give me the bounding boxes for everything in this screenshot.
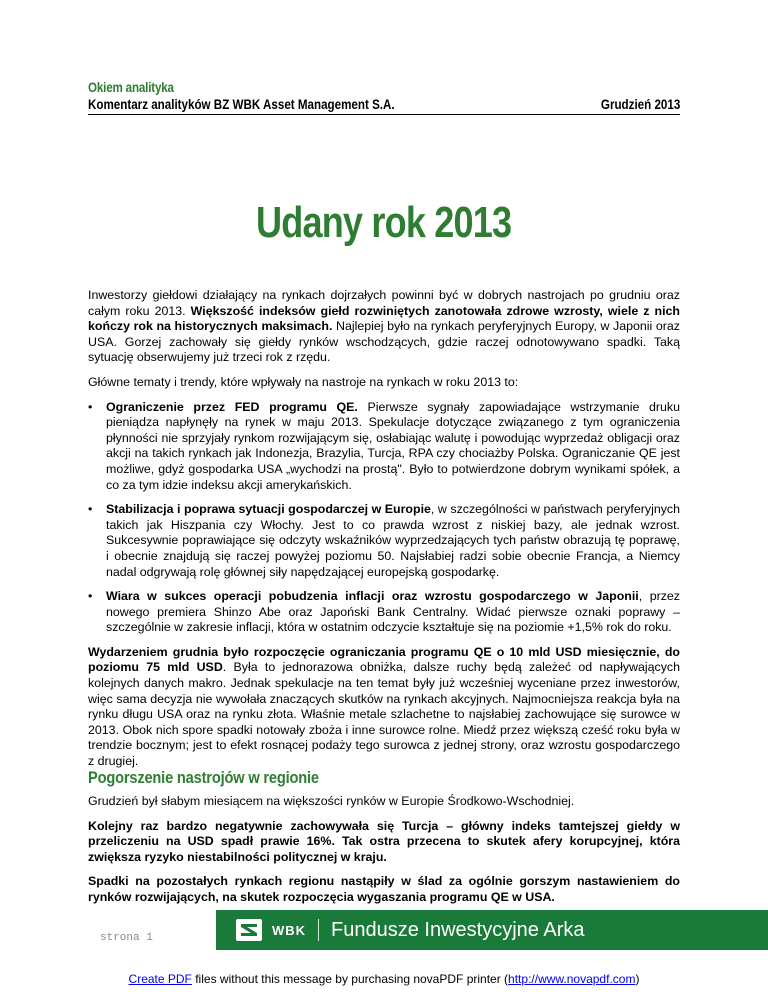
bank-logo-icon <box>236 919 262 941</box>
section-body <box>88 794 680 915</box>
intro-text-1: Inwestorzy giełdowi działający na rynkach dojrzałych powinni być w dobrych nastrojach po grudniu oraz całym roku 2013. <box>88 288 680 318</box>
topic-text: Pierwsze sygnały zapowiadające wstrzymanie druku pieniądza napłynęły na rynek w maju 2013. Spekulacje dotyczące związanego z tym ograniczenia płynności nie sprzyjały rynkom rozwijającym się, osłabiając walutę i powodując wyprzedaż obligacji oraz akcji na takich rynkach jak Indonezja, Brazylia, Turcja, RPA czy chociażby Polska. Ograniczanie QE jest możliwe, gdyż gospodarka USA „wychodzi na prostą". Było to potwierdzone dobrym wynikami spółek, a co za tym idzie indeksu akcji amerykańskich. <box>106 399 680 492</box>
page-number: strona 1 <box>100 932 153 944</box>
topic-text: , przez nowego premiera Shinzo Abe oraz Japoński Bank Centralny. Widać pierwsze oznaki poprawy – szczególnie w zakresie inflacji, która w ostatnim odczycie kształtuje się na poziomie +1,5% rok do roku. <box>106 589 680 635</box>
bank-wordmark: WBK <box>272 922 307 938</box>
section-heading: Pogorszenie nastrojów w regionie <box>88 768 319 787</box>
topics-list <box>88 400 680 636</box>
header-date: Grudzień 2013 <box>600 97 680 112</box>
bullet-icon: • <box>88 502 93 517</box>
list-item <box>88 502 680 580</box>
topics-intro: Główne tematy i trendy, które wpływały na nastroje na rynkach w roku 2013 to: <box>88 374 519 389</box>
header-subtitle: Komentarz analityków BZ WBK Asset Management S.A. <box>88 97 395 112</box>
region-paragraph-1: Grudzień był słabym miesiącem na większości rynków w Europie Środkowo-Wschodniej. <box>88 794 575 808</box>
topic-bold: Stabilizacja i poprawa sytuacji gospodarczej w Europie <box>106 502 431 517</box>
topic-text: , w szczególności w państwach peryferyjnych takich jak Hiszpania czy Włochy. Jest to co prawda wzrost z niskiej bazy, ale jednak wzrost. Sukcesywnie poprawiające się odczyty wskaźników wyprzedzających tych państw obrazują tę poprawę, i obecnie znajdują się raczej powyżej poziomu 50. Najsłabiej radzi sobie obecnie Francja, a Niemcy nadal odgrywają rolę głównej siły napędzającej europejską gospodarkę. <box>106 502 681 579</box>
region-bold-3: Spadki na pozostałych rynkach regionu nastąpiły w ślad za ogólnie gorszym nastawieniem do rynków rozwijających, na skutek rozpoczęcia wygaszania programu QE w USA. <box>88 874 680 904</box>
list-item <box>88 400 680 494</box>
december-paragraph <box>88 645 680 770</box>
pdf-note-text: files without this message by purchasing novaPDF printer ( <box>191 972 509 986</box>
intro-paragraph <box>88 288 680 366</box>
december-bold: Wydarzeniem grudnia było rozpoczęcie ograniczania programu QE o 10 mld USD miesięcznie, do poziomu 75 mld USD <box>88 644 680 675</box>
intro-bold: Większość indeksów giełd rozwiniętych zanotowała zdrowe wzrosty, wiele z nich kończy rok na historycznych maksimach. <box>88 303 681 334</box>
region-paragraph-3 <box>88 874 680 905</box>
bullet-icon: • <box>88 589 93 604</box>
footer-divider <box>318 919 319 941</box>
series-title: Okiem analityka <box>88 80 174 95</box>
december-text: . Była to jednorazowa obniżka, dalsze ruchy będą zależeć od napływających kolejnych danych makro. Jednak spekulacje na ten temat były już wcześniej wyceniane przez inwestorów, więc sama decyzja nie wywołała znaczących skutków na rynkach akcyjnych. Najmocniejsza reakcja była na rynku długu USA oraz na rynku złota. Właśnie metale szlachetne to najsłabiej zachowujące się surowce w 2013. Obok nich spore spadki notowały zboża i inne surowce rolne. Miedź przez większą cześć roku była w trendzie bocznym; jest to efekt rosnącej podaży tego surowca z jednej strony, oraz wzrostu gospodarczego z drugiej. <box>88 660 680 769</box>
brand-name: Fundusze Inwestycyjne Arka <box>331 918 585 941</box>
novapdf-link[interactable]: http://www.novapdf.com <box>508 972 636 986</box>
footer-brand-bar <box>216 910 768 950</box>
list-item <box>88 589 680 636</box>
region-paragraph-2 <box>88 819 680 866</box>
main-body <box>88 288 680 779</box>
page-title-text: Udany rok 2013 <box>256 198 512 247</box>
pdf-note-close: ) <box>635 972 640 986</box>
region-bold-2: Kolejny raz bardzo negatywnie zachowywała się Turcja – główny indeks tamtejszej giełdy w przeliczeniu na USD spadł prawie 16%. Tak ostra przecena to skutek afery korupcyjnej, która zwiększa ryzyko niestabilności politycznej w kraju. <box>88 818 680 864</box>
pdf-watermark-note <box>0 972 768 986</box>
header-bar <box>88 97 680 115</box>
bullet-icon: • <box>88 399 93 414</box>
create-pdf-link[interactable]: Create PDF <box>128 972 192 986</box>
intro-text-2: Najlepiej było na rynkach peryferyjnych Europy, w Japonii oraz USA. Gorzej zachowały się giełdy rynków wschodzących, gdzie raczej odnotowywano spadki. Taką sytuację obserwujemy już trzeci rok z rzędu. <box>88 319 680 365</box>
topic-bold: Ograniczenie przez FED programu QE. <box>106 399 358 414</box>
page-title <box>0 198 768 248</box>
topic-bold: Wiara w sukces operacji pobudzenia inflacji oraz wzrostu gospodarczego w Japonii <box>106 589 639 604</box>
